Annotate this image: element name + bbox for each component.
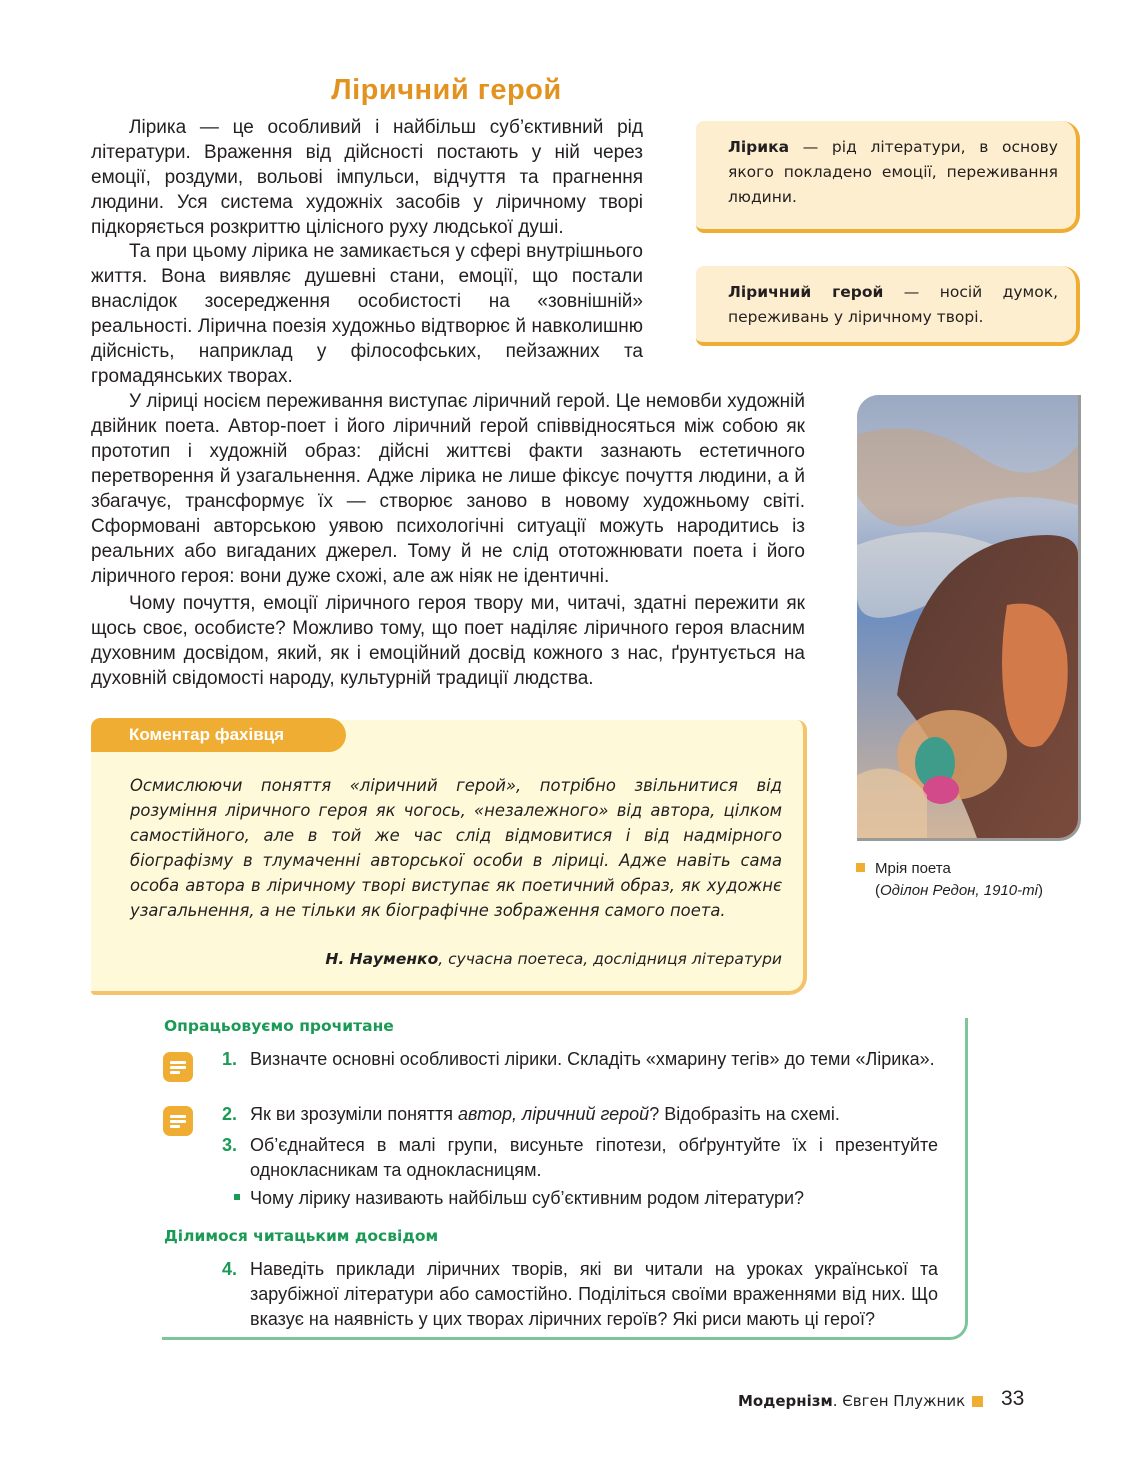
author-name: Н. Науменко	[325, 950, 439, 968]
definition-text: — рід літератури, в основу якого покладено емоції, переживання людини.	[728, 138, 1058, 206]
caption-credit: Оділон Редон, 1910-ті	[880, 882, 1038, 899]
body-paragraph-1: Лірика — це особливий і найбільш суб’єктивний рід літератури. Враження від дійсності постають у ній через емоції, роздуми, вольові імпульси, відчуття та прагнення людини. Уся система художніх засобів у ліричному творі підкоряється розкриттю цілісного руху людської душі.	[91, 117, 643, 238]
footer-author: . Євген Плужник	[832, 1392, 966, 1410]
question-number: 4.	[222, 1259, 238, 1279]
question-1-text: Визначте основні особливості лірики. Складіть «хмарину тегів» до теми «Лірика».	[250, 1049, 935, 1069]
question-2-terms: автор, ліричний герой	[458, 1104, 650, 1124]
notebook-icon	[163, 1052, 193, 1082]
question-number: 3.	[222, 1135, 238, 1155]
caption-title: Мрія поета	[875, 860, 951, 877]
expert-comment-text: Осмислюючи поняття «ліричний герой», потрібно звільнитися від розуміння ліричного героя як чогось, «незалежного» від автора, цілком самостійного, але в той же час слід відмовитися і від надмірного біографізму в тлумаченні авторської особи в ліриці. Адже навіть сама особа автора в ліричному творі виступає як поетичний образ, як художнє узагальнення, а не тільки як біографічне зображення самого поета.	[130, 776, 782, 920]
tasks-heading-reading: Опрацьовуємо прочитане	[164, 1017, 394, 1035]
definition-text: — носій думок, переживань у ліричному творі.	[728, 283, 1059, 326]
definition-term: Лірика	[728, 138, 790, 156]
body-paragraph-2: Та при цьому лірика не замикається у сфері внутрішнього життя. Вона виявляє душевні стани, емоції, що постали внаслідок зосередження особистості на «зовнішній» реальності. Лірична поезія художньо відтворює й навколишню дійсність, наприклад у філософських, пейзажних та громадянських творах.	[91, 241, 643, 387]
question-3-subquestion: Чому лірику називають найбільш суб’єктивним родом літератури?	[250, 1188, 805, 1208]
question-2-text	[250, 1102, 938, 1127]
author-role: , сучасна поетеса, дослідниця літератури	[438, 950, 782, 968]
definition-box-lyrical-hero	[696, 266, 1080, 346]
running-footer	[738, 1389, 965, 1413]
footer-section: Модернізм	[738, 1392, 833, 1410]
notebook-icon	[163, 1106, 193, 1136]
body-paragraph-4: Чому почуття, емоції ліричного героя твору ми, читачі, здатні пережити як щось своє, особисте? Можливо тому, що поет наділяє ліричного героя власним духовним досвідом, який, як і емоційний досвід кожного з нас, ґрунтується на духовній свідомості народу, культурній традиції людства.	[91, 593, 805, 689]
question-3-text: Об’єднайтеся в малі групи, висуньте гіпотези, обґрунтуйте їх і презентуйте однокласникам та однокласницям.	[250, 1135, 938, 1180]
expert-comment-label: Коментар фахівця	[91, 718, 346, 752]
question-4-text: Наведіть приклади ліричних творів, які ви читали на уроках української та зарубіжної літератури або самостійно. Поділіться своїми враженнями від них. Що вказує на наявність у цих творах ліричних героїв? Які риси мають ці герої?	[250, 1259, 938, 1329]
painting-artwork	[857, 395, 1078, 838]
footer-marker	[972, 1396, 983, 1407]
page-number: 33	[1001, 1387, 1025, 1410]
question-2-part: ? Відобразіть на схемі.	[649, 1104, 840, 1124]
question-number: 2.	[222, 1104, 238, 1124]
body-paragraph-3: У ліриці носієм переживання виступає ліричний герой. Це немовби художній двійник поета. Автор-поет і його ліричний герой співвідносяться між собою як прототип і художній образ: дійсні життєві факти зазнають естетичного перетворення й узагальнення. Адже лірика не лише фіксує почуття людини, а й збагачує, трансформує їх — створює заново в новому художньому світі. Сформовані авторською уявою психологічні ситуації можуть народитись із реальних або вигаданих джерел. Тому й не слід ототожнювати поета і його ліричного героя: вони дуже схожі, але аж ніяк не ідентичні.	[91, 391, 805, 587]
painting-caption	[856, 858, 1096, 902]
bullet-marker	[234, 1194, 240, 1200]
caption-credit-line: (Оділон Редон, 1910-ті)	[875, 882, 1043, 899]
painting-image	[857, 395, 1081, 841]
definition-term: Ліричний герой	[728, 283, 884, 301]
question-2-part: Як ви зрозуміли поняття	[250, 1104, 459, 1124]
expert-comment-author	[130, 947, 782, 972]
tasks-heading-sharing: Ділимося читацьким досвідом	[164, 1227, 439, 1245]
definition-box-lyrics	[696, 121, 1080, 233]
question-number: 1.	[222, 1049, 238, 1069]
page-title: Ліричний герой	[331, 74, 562, 106]
caption-marker	[856, 863, 865, 872]
